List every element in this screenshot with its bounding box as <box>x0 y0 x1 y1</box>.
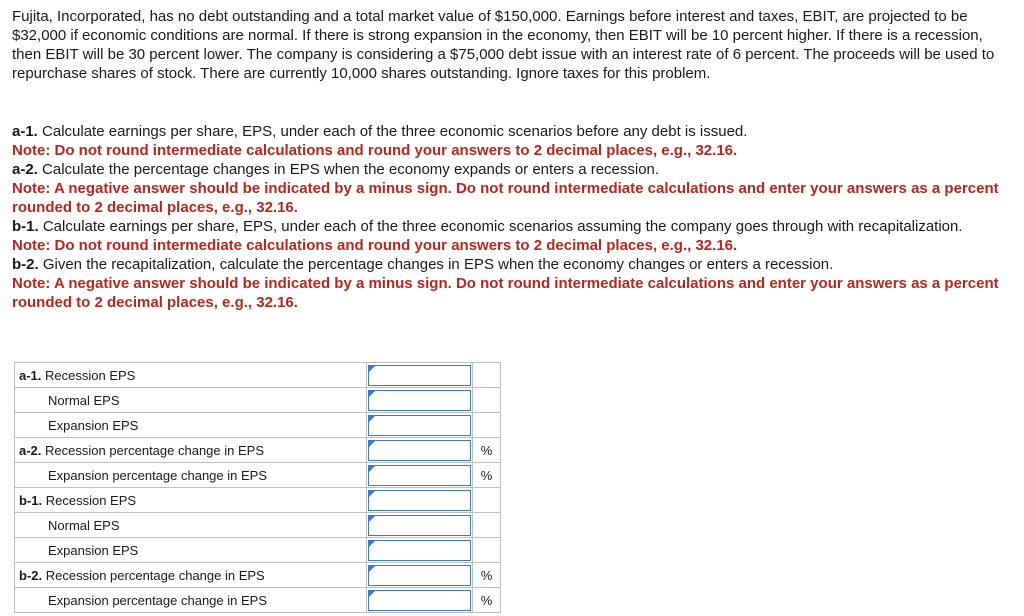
b2-recession-pct-input[interactable] <box>368 565 471 586</box>
question-tag: b-2. <box>12 256 39 273</box>
unit-cell: % <box>473 563 501 588</box>
answer-row <box>15 563 501 588</box>
answer-row <box>15 588 501 613</box>
unit-cell: % <box>473 588 501 613</box>
question-b2 <box>12 255 1012 274</box>
a1-expansion-eps-input[interactable] <box>368 415 471 436</box>
unit-cell <box>473 513 501 538</box>
row-tag: a-1. <box>19 367 42 383</box>
answer-cell <box>367 563 473 588</box>
answer-cell <box>367 388 473 413</box>
row-label: Expansion percentage change in EPS <box>15 463 367 488</box>
answer-cell <box>367 413 473 438</box>
answer-row <box>15 488 501 513</box>
row-label: Expansion percentage change in EPS <box>15 588 367 613</box>
answer-cell <box>367 588 473 613</box>
unit-cell <box>473 538 501 563</box>
answer-row <box>15 363 501 388</box>
note-a2: Note: A negative answer should be indicated by a minus sign. Do not round intermediate calculations and enter your answers as a percent rounded to 2 decimal places, e.g., 32.16. <box>12 180 999 216</box>
row-label <box>15 488 367 513</box>
b2-expansion-pct-input[interactable] <box>368 590 471 611</box>
row-tag: a-2. <box>19 442 42 458</box>
question-a2 <box>12 160 1012 179</box>
question-tag: b-1. <box>12 218 39 235</box>
answer-cell <box>367 488 473 513</box>
row-label: Normal EPS <box>15 513 367 538</box>
answer-cell <box>367 463 473 488</box>
answer-cell <box>367 363 473 388</box>
unit-cell: % <box>473 463 501 488</box>
answer-cell <box>367 438 473 463</box>
question-a1 <box>12 122 1012 141</box>
row-text: Recession percentage change in EPS <box>41 442 264 458</box>
row-text: Recession percentage change in EPS <box>42 567 265 583</box>
note-b2: Note: A negative answer should be indicated by a minus sign. Do not round intermediate calculations and enter your answers as a percent rounded to 2 decimal places, e.g., 32.16. <box>12 275 999 311</box>
answer-cell <box>367 513 473 538</box>
note-b1: Note: Do not round intermediate calculations and round your answers to 2 decimal places, e.g., 32.16. <box>12 237 738 254</box>
row-label <box>15 438 367 463</box>
answer-table <box>14 362 501 613</box>
question-b1 <box>12 217 1012 236</box>
row-text: Recession EPS <box>42 492 137 508</box>
row-label <box>15 563 367 588</box>
question-list <box>12 122 1012 312</box>
row-tag: b-2. <box>19 567 43 583</box>
answer-cell <box>367 538 473 563</box>
b1-normal-eps-input[interactable] <box>368 515 471 536</box>
unit-cell <box>473 363 501 388</box>
a2-expansion-pct-input[interactable] <box>368 465 471 486</box>
a1-recession-eps-input[interactable] <box>368 365 471 386</box>
row-label: Normal EPS <box>15 388 367 413</box>
a1-normal-eps-input[interactable] <box>368 390 471 411</box>
question-text: Calculate the percentage changes in EPS when the economy expands or enters a recession. <box>37 161 660 178</box>
unit-cell: % <box>473 438 501 463</box>
a2-recession-pct-input[interactable] <box>368 440 471 461</box>
row-label: Expansion EPS <box>15 538 367 563</box>
question-text: Given the recapitalization, calculate the percentage changes in EPS when the economy changes or enters a recession. <box>38 256 834 273</box>
problem-statement: Fujita, Incorporated, has no debt outstanding and a total market value of $150,000. Earnings before interest and taxes, EBIT, are projected to be $32,000 if economic conditions are normal. If there is strong expansion in the economy, then EBIT will be 10 percent higher. If there is a recession, then EBIT will be 30 percent lower. The company is considering a $75,000 debt issue with an interest rate of 6 percent. The proceeds will be used to repurchase shares of stock. There are currently 10,000 shares outstanding. Ignore taxes for this problem. <box>12 8 995 82</box>
answer-row <box>15 413 501 438</box>
question-tag: a-2. <box>12 161 38 178</box>
row-text: Recession EPS <box>41 367 136 383</box>
question-text: Calculate earnings per share, EPS, under each of the three economic scenarios before any debt is issued. <box>37 123 748 140</box>
question-tag: a-1. <box>12 123 38 140</box>
unit-cell <box>473 413 501 438</box>
answer-row <box>15 538 501 563</box>
row-label: Expansion EPS <box>15 413 367 438</box>
note-a1: Note: Do not round intermediate calculations and round your answers to 2 decimal places, e.g., 32.16. <box>12 142 738 159</box>
answer-row <box>15 513 501 538</box>
row-tag: b-1. <box>19 492 43 508</box>
answer-row <box>15 388 501 413</box>
question-text: Calculate earnings per share, EPS, under each of the three economic scenarios assuming the company goes through with recapitalization. <box>38 218 963 235</box>
b1-expansion-eps-input[interactable] <box>368 540 471 561</box>
row-label <box>15 363 367 388</box>
answer-row <box>15 463 501 488</box>
b1-recession-eps-input[interactable] <box>368 490 471 511</box>
unit-cell <box>473 488 501 513</box>
answer-row <box>15 438 501 463</box>
unit-cell <box>473 388 501 413</box>
